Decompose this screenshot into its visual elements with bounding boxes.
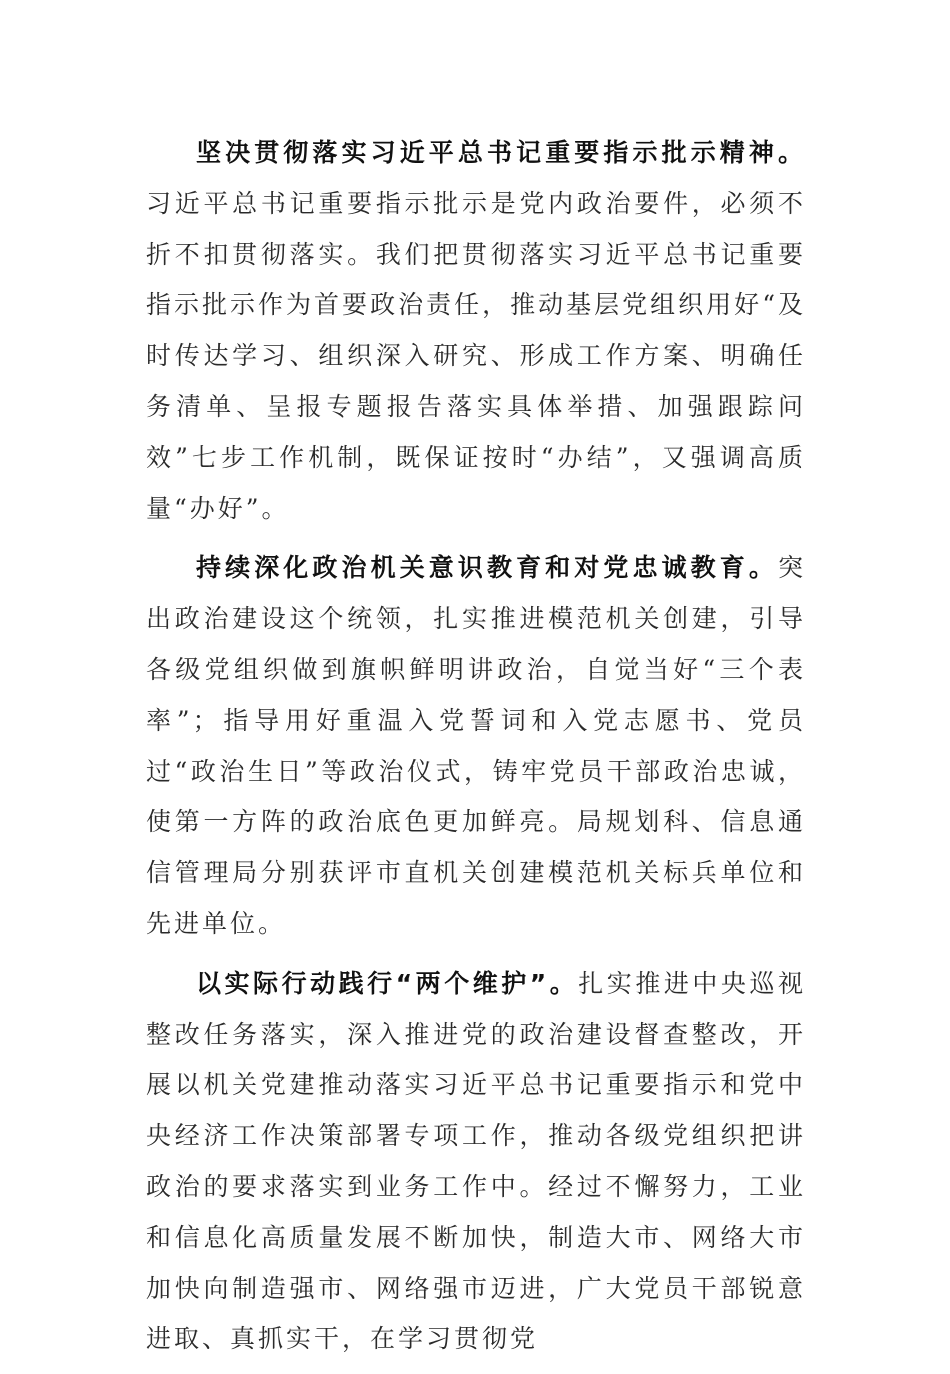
paragraph-1 — [146, 128, 806, 534]
paragraph-2-heading: 持续深化政治机关意识教育和对党忠诚教育。 — [196, 553, 778, 583]
paragraph-1-heading: 坚决贯彻落实习近平总书记重要指示批示精神。 — [196, 138, 806, 167]
paragraph-3 — [146, 959, 806, 1365]
paragraph-2 — [146, 543, 806, 949]
paragraph-2-text: 突出政治建设这个统领，扎实推进模范机关创建，引导各级党组织做到旗帜鲜明讲政治，自觉当好“三个表率”；指导用好重温入党誓词和入党志愿书、党员过“政治生日”等政治仪式，铸牢党员干部政治忠诚，使第一方阵的政治底色更加鲜亮。局规划科、信息通信管理局分别获评市直机关创建模范机关标兵单位和先进单位。 — [146, 553, 806, 938]
paragraph-3-heading: 以实际行动践行“两个维护”。 — [196, 968, 579, 998]
document-body — [146, 128, 806, 1374]
paragraph-3-text: 扎实推进中央巡视整改任务落实，深入推进党的政治建设督查整改，开展以机关党建推动落实习近平总书记重要指示和党中央经济工作决策部署专项工作，推动各级党组织把讲政治的要求落实到业务工作中。经过不懈努力，工业和信息化高质量发展不断加快，制造大市、网络大市加快向制造强市、网络强市迈进，广大党员干部锐意进取、真抓实干，在学习贯彻党 — [146, 968, 806, 1354]
paragraph-1-text: 习近平总书记重要指示批示是党内政治要件，必须不折不扣贯彻落实。我们把贯彻落实习近平总书记重要指示批示作为首要政治责任，推动基层党组织用好“及时传达学习、组织深入研究、形成工作方案、明确任务清单、呈报专题报告落实具体举措、加强跟踪问效”七步工作机制，既保证按时“办结”，又强调高质量“办好”。 — [146, 188, 806, 523]
